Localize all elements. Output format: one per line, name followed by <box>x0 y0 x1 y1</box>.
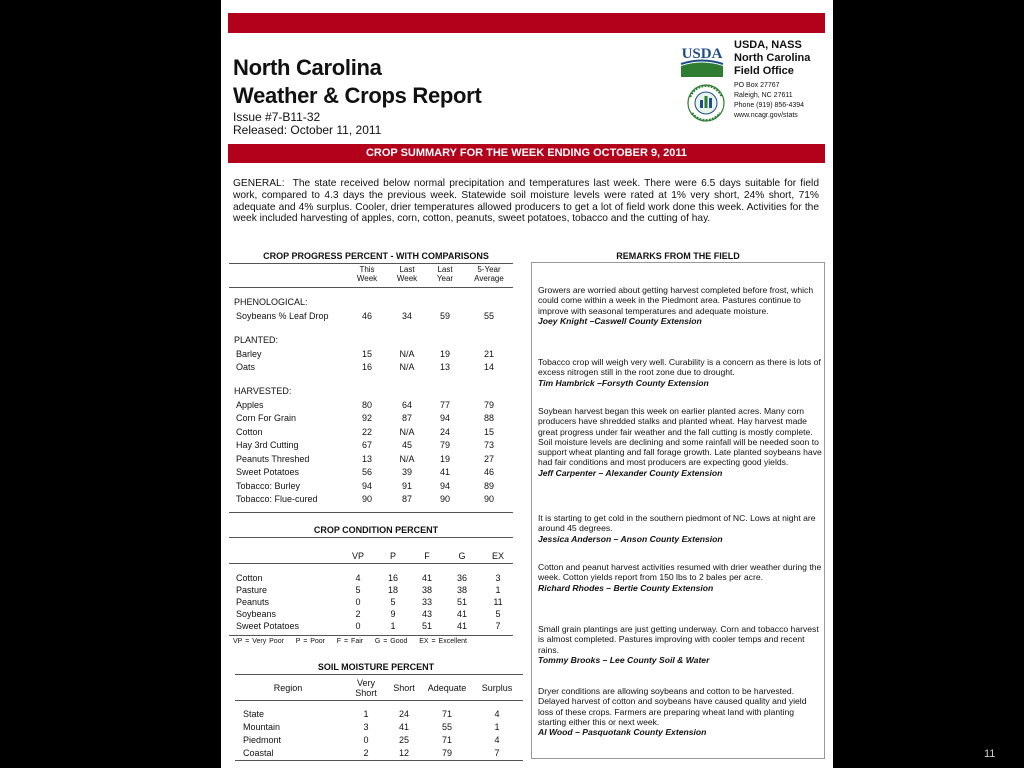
column-header-line: Surplus <box>481 683 513 693</box>
value-cell: N/A <box>399 426 415 437</box>
row-label: Soybeans <box>236 609 277 619</box>
value-cell: 59 <box>439 311 450 321</box>
office-address-city: Raleigh, NC 27611 <box>734 92 793 99</box>
row-label: Peanuts <box>236 597 270 607</box>
value-cell: 3 <box>495 573 501 583</box>
usda-logo <box>679 44 725 83</box>
row-label: Soybeans % Leaf Drop <box>236 311 329 321</box>
crop-progress-title: CROP PROGRESS PERCENT - WITH COMPARISONS <box>263 251 489 261</box>
value-cell: 88 <box>483 413 494 423</box>
value-cell: 27 <box>483 453 494 464</box>
column-header-line: Very <box>356 678 375 688</box>
row-label: Sweet Potatoes <box>236 621 300 631</box>
crop-condition-title: CROP CONDITION PERCENT <box>313 525 439 535</box>
column-header-line: Week <box>356 274 378 283</box>
row-label: Corn For Grain <box>236 413 297 423</box>
value-cell: 1 <box>494 722 500 732</box>
remark-item <box>538 285 822 326</box>
crop-condition-bottom-rule <box>229 635 513 636</box>
office-line2: North Carolina <box>734 52 811 64</box>
value-cell: 0 <box>363 735 369 745</box>
remark-item <box>538 686 822 737</box>
value-cell: 41 <box>456 609 467 619</box>
value-cell: 15 <box>483 426 494 437</box>
row-label: Apples <box>236 399 264 410</box>
value-cell: 4 <box>494 709 500 719</box>
value-cell: 64 <box>401 399 412 410</box>
value-cell: 12 <box>398 748 409 758</box>
value-cell: 79 <box>483 399 494 410</box>
office-phone: Phone (919) 856-4394 <box>734 102 805 109</box>
value-cell: 55 <box>483 311 494 321</box>
row-label: Barley <box>236 348 262 359</box>
value-cell: 7 <box>495 621 501 631</box>
report-title-line1: North Carolina <box>233 55 382 80</box>
value-cell: N/A <box>399 362 415 372</box>
column-header <box>471 683 523 693</box>
remark-author: Al Wood – Pasquotank County Extension <box>538 727 707 738</box>
value-cell: 46 <box>361 311 372 321</box>
value-cell: 3 <box>363 722 369 732</box>
crop-summary-title: CROP SUMMARY FOR THE WEEK ENDING OCTOBER 9, 2011 <box>365 147 688 159</box>
value-cell: 46 <box>483 467 494 477</box>
office-name <box>734 39 810 78</box>
soil-moisture-title: SOIL MOISTURE PERCENT <box>317 662 435 672</box>
value-cell: 4 <box>355 573 361 583</box>
remark-text: Tobacco crop will weigh very well. Curability is a concern as there is lots of excess nitrogen still in the root zone due to drought. <box>538 357 821 378</box>
column-header: G <box>458 551 466 561</box>
value-cell: 51 <box>456 597 467 607</box>
value-cell: 1 <box>390 621 396 631</box>
column-header-line: Week <box>396 274 418 283</box>
general-text: The state received below normal precipitation and temperatures last week. There were 6.5 days suitable for field work, compared to 4.3 days the previous week. Statewide soil moisture levels were rated at 1% very short, 24% short, 71% adequate and 4% surplus. Cooler, drier temperatures allowed producers to get a lot of field work done this week. Activities for the week included harvesting of apples, corn, cotton, peanuts, sweet potatoes, tobacco and the cutting of hay. <box>233 178 819 225</box>
value-cell: 5 <box>495 609 501 619</box>
value-cell: 79 <box>441 748 452 758</box>
remark-text: Soybean harvest began this week on earlier planted acres. Many corn producers have shredded stalks and planted wheat. Hay harvest made great progress under fair weather and the fall cutting is mostly complete. Soil moisture levels are declining and some rainfall will be needed soon to support wheat planting and fall forage growth. Late planted soybeans have had fair conditions and most producers are expecting good yields. <box>538 406 822 468</box>
value-cell: 14 <box>483 362 494 372</box>
column-header-line: Short <box>355 688 377 698</box>
remark-text: Small grain plantings are just getting underway. Corn and tobacco harvest is almost completed. Pastures improving with cooler temps and recent rains. <box>538 624 819 655</box>
remarks-box <box>531 262 825 759</box>
value-cell: 19 <box>439 348 450 359</box>
general-label: GENERAL: <box>233 178 285 189</box>
value-cell: 55 <box>441 722 452 732</box>
office-address-po: PO Box 27767 <box>734 82 780 89</box>
value-cell: 33 <box>421 597 432 607</box>
row-label: Tobacco: Flue-cured <box>236 494 318 504</box>
row-label: Cotton <box>236 426 263 437</box>
group-label: PHENOLOGICAL: <box>234 297 308 307</box>
row-label: Sweet Potatoes <box>236 467 300 477</box>
value-cell: 56 <box>361 467 372 477</box>
value-cell: 41 <box>421 573 432 583</box>
column-header-line: Average <box>474 274 504 283</box>
column-header <box>423 265 467 283</box>
general-summary <box>233 178 819 225</box>
svg-text:USDA: USDA <box>681 46 723 62</box>
column-header-line: 5-Year <box>477 265 501 274</box>
row-label: Pasture <box>236 585 268 595</box>
value-cell: 9 <box>390 609 396 619</box>
value-cell: 91 <box>401 480 412 491</box>
value-cell: 34 <box>401 311 412 321</box>
value-cell: 41 <box>456 621 467 631</box>
value-cell: 87 <box>401 494 412 504</box>
value-cell: 13 <box>361 453 372 464</box>
office-website-link[interactable]: www.ncagr.gov/stats <box>734 112 798 119</box>
value-cell: 13 <box>439 362 450 372</box>
report-page <box>221 0 833 768</box>
soil-moisture-top-rule <box>235 674 523 675</box>
header-red-bar <box>228 13 825 33</box>
column-header-line: Last <box>399 265 415 274</box>
remark-text: Growers are worried about getting harvest completed before frost, which could come within a week in the Piedmont area. Pastures continue to improve with seasonal temperatures and adequate moisture. <box>538 285 814 316</box>
value-cell: 41 <box>398 722 409 732</box>
row-label: Cotton <box>236 573 263 583</box>
value-cell: 24 <box>439 426 450 437</box>
remark-author: Jessica Anderson – Anson County Extension <box>538 533 723 544</box>
remark-item <box>538 562 822 593</box>
column-header: VP <box>351 551 364 561</box>
crop-progress-top-rule <box>229 263 513 264</box>
remark-author: Richard Rhodes – Bertie County Extension <box>538 582 714 593</box>
report-title-line2: Weather & Crops Report <box>233 83 482 108</box>
value-cell: 77 <box>439 399 450 410</box>
remark-item <box>538 513 822 544</box>
value-cell: 5 <box>355 585 361 595</box>
soil-moisture-bottom-rule <box>235 760 523 761</box>
column-header-line: Last <box>437 265 453 274</box>
value-cell: 38 <box>421 585 432 595</box>
value-cell: 43 <box>421 609 432 619</box>
office-address <box>734 81 804 121</box>
value-cell: 51 <box>421 621 432 631</box>
value-cell: 36 <box>456 573 467 583</box>
column-header: EX <box>491 551 504 561</box>
value-cell: 94 <box>439 413 450 423</box>
value-cell: 5 <box>390 597 396 607</box>
value-cell: 90 <box>361 494 372 504</box>
row-label: Oats <box>236 362 256 372</box>
value-cell: N/A <box>399 348 415 359</box>
value-cell: 19 <box>439 453 450 464</box>
value-cell: 39 <box>401 467 412 477</box>
row-label: Piedmont <box>243 735 282 745</box>
remarks-title: REMARKS FROM THE FIELD <box>616 251 740 261</box>
value-cell: 41 <box>439 467 450 477</box>
condition-legend: VP = Very Poor P = Poor F = Fair G = Good EX = Excellent <box>233 638 467 645</box>
value-cell: 73 <box>483 440 494 450</box>
value-cell: 0 <box>355 621 361 631</box>
remark-text: Cotton and peanut harvest activities resumed with drier weather during the week. Cotton yields report from 150 lbs to 2 bales per acre. <box>538 562 822 583</box>
crop-condition-top-rule <box>229 537 513 538</box>
row-label: Coastal <box>243 748 274 758</box>
column-header <box>467 265 511 283</box>
value-cell: 87 <box>401 413 412 423</box>
remark-text: Dryer conditions are allowing soybeans and cotton to be harvested. Delayed harvest of cotton and soybeans have caused quality and yield loss of these crops. Farmers are preparing wheat land with planting starting either this or next week. <box>538 686 807 727</box>
value-cell: 11 <box>493 597 503 607</box>
crop-summary-banner <box>228 144 825 163</box>
value-cell: 2 <box>363 748 369 758</box>
column-header-line: Year <box>436 274 454 283</box>
value-cell: 16 <box>387 573 398 583</box>
office-line1: USDA, NASS <box>734 39 802 51</box>
column-header-line: Short <box>393 683 415 693</box>
remark-author: Jeff Carpenter – Alexander County Extension <box>538 467 723 478</box>
value-cell: 15 <box>361 348 372 359</box>
row-label: Mountain <box>243 722 281 732</box>
column-header-region: Region <box>273 683 303 693</box>
row-label: Hay 3rd Cutting <box>236 440 299 450</box>
office-line3: Field Office <box>734 65 794 77</box>
row-label: State <box>243 709 265 719</box>
remark-item <box>538 357 822 388</box>
value-cell: 79 <box>439 440 450 450</box>
remark-item <box>538 406 822 478</box>
nass-seal-logo <box>686 80 726 131</box>
value-cell: 16 <box>361 362 372 372</box>
slide-number: 11 <box>984 748 996 760</box>
remark-item <box>538 624 822 665</box>
value-cell: 38 <box>456 585 467 595</box>
value-cell: 22 <box>361 426 372 437</box>
value-cell: 7 <box>494 748 500 758</box>
remark-text: It is starting to get cold in the southern piedmont of NC. Lows at night are around 45 degrees. <box>538 513 816 534</box>
value-cell: 18 <box>387 585 398 595</box>
value-cell: 92 <box>361 413 372 423</box>
crop-progress-bottom-rule <box>229 512 513 513</box>
value-cell: 24 <box>398 709 409 719</box>
value-cell: 1 <box>495 585 501 595</box>
crop-progress-header-rule <box>229 287 513 288</box>
row-label: Peanuts Threshed <box>236 453 310 464</box>
value-cell: 71 <box>441 709 452 719</box>
value-cell: 89 <box>483 480 494 491</box>
remark-author: Tim Hambrick –Forsyth County Extension <box>538 377 709 388</box>
value-cell: 2 <box>355 609 361 619</box>
value-cell: 21 <box>483 348 494 359</box>
value-cell: 90 <box>439 494 450 504</box>
column-header: P <box>389 551 396 561</box>
column-header <box>421 683 473 693</box>
issue-number: Issue #7-B11-32 <box>233 110 321 124</box>
value-cell: 90 <box>483 494 494 504</box>
value-cell: N/A <box>399 453 415 464</box>
value-cell: 71 <box>441 735 452 745</box>
value-cell: 45 <box>401 440 412 450</box>
remark-author: Tommy Brooks – Lee County Soil & Water <box>538 654 710 665</box>
value-cell: 94 <box>439 480 450 491</box>
column-header-line: Adequate <box>427 683 467 693</box>
value-cell: 1 <box>363 709 369 719</box>
crop-condition-header-rule <box>229 563 513 564</box>
release-date: Released: October 11, 2011 <box>233 123 382 137</box>
value-cell: 80 <box>361 399 372 410</box>
value-cell: 67 <box>361 440 372 450</box>
remark-author: Joey Knight –Caswell County Extension <box>538 315 702 326</box>
column-header-line: This <box>359 265 375 274</box>
soil-moisture-header-rule <box>235 700 523 701</box>
value-cell: 25 <box>398 735 409 745</box>
group-label: HARVESTED: <box>234 385 292 396</box>
row-label: Tobacco: Burley <box>236 480 301 491</box>
group-label: PLANTED: <box>234 334 279 345</box>
value-cell: 4 <box>494 735 500 745</box>
column-header: F <box>424 551 430 561</box>
value-cell: 94 <box>361 480 372 491</box>
column-header <box>345 265 389 283</box>
value-cell: 0 <box>355 597 361 607</box>
